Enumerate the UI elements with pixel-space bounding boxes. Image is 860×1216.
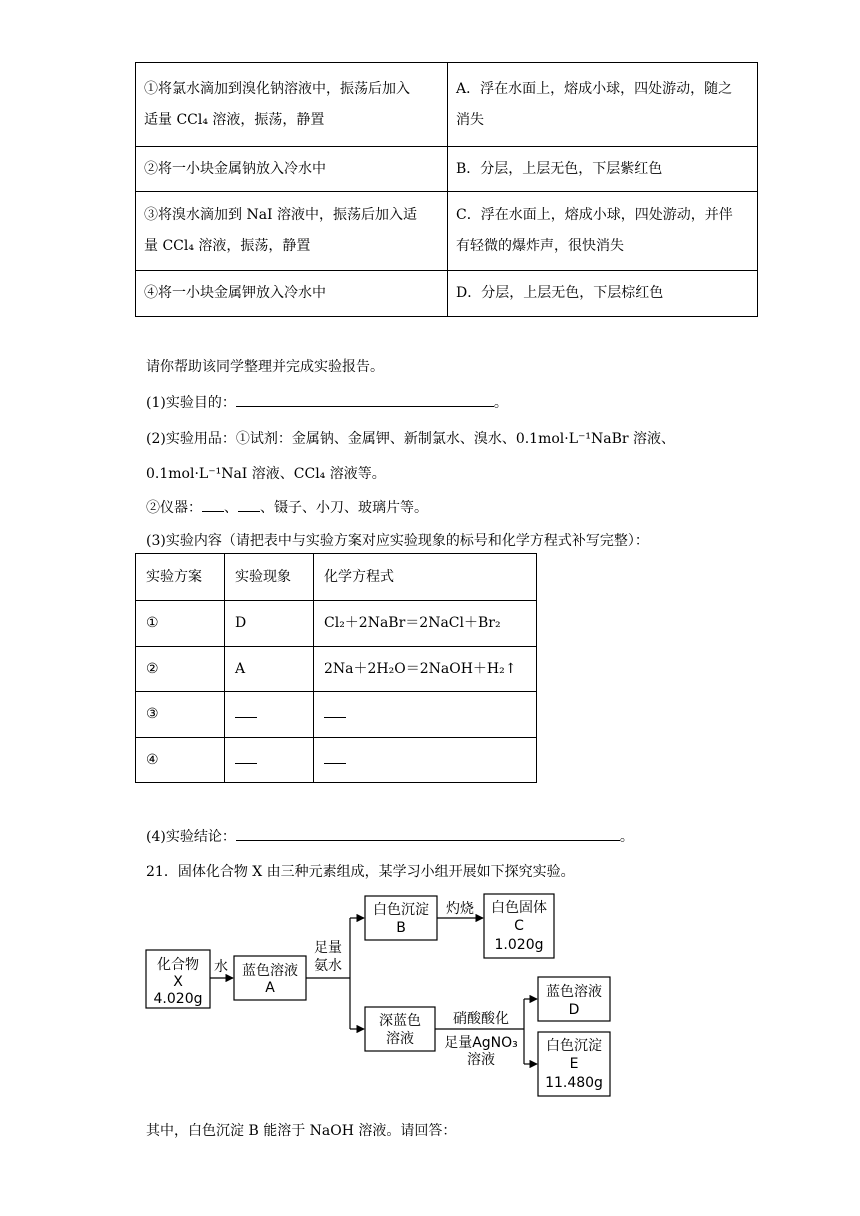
acid-label: 硝酸酸化 <box>453 1011 509 1027</box>
equation-cell: 2Na＋2H₂O＝2NaOH＋H₂↑ <box>314 647 537 692</box>
phenomenon-cell <box>448 147 758 192</box>
equation-cell <box>314 738 537 783</box>
phenomenon-cell <box>448 192 758 271</box>
phenomenon-cell <box>225 738 314 783</box>
x-label-2: X <box>173 974 183 990</box>
plan-cell: ③ <box>136 692 225 738</box>
phenomenon-cell <box>448 271 758 317</box>
deep-label-1: 深蓝色 <box>379 1013 421 1029</box>
experiment-flowchart <box>140 890 620 1105</box>
table-row <box>136 738 537 783</box>
ammonia-label-2: 氨水 <box>314 958 342 974</box>
cell-text: ②将一小块金属钠放入冷水中 <box>144 160 326 177</box>
answer-blank[interactable] <box>324 704 346 718</box>
experiment-report-table <box>135 553 537 783</box>
x-label-1: 化合物 <box>157 957 199 973</box>
table-row <box>136 692 537 738</box>
e-label-2: E <box>569 1056 579 1072</box>
a-label-1: 蓝色溶液 <box>242 963 298 979</box>
plan-cell: ① <box>136 601 225 647</box>
cell-text: A．浮在水面上，熔成小球，四处游动，随之 <box>456 80 733 97</box>
question-2-line-1: (2)实验用品：①试剂：金属钠、金属钾、新制氯水、溴水、0.1mol·L⁻¹NaBr 溶液、 <box>146 431 676 447</box>
equation-cell <box>314 692 537 738</box>
table-row <box>136 63 758 147</box>
x-mass: 4.020g <box>153 991 203 1007</box>
answer-blank[interactable] <box>236 827 620 841</box>
cell-text: C．浮在水面上，熔成小球，四处游动，并伴 <box>456 207 733 223</box>
cell-text: 消失 <box>456 111 484 128</box>
question-2-line-2: 0.1mol·L⁻¹NaI 溶液、CCl₄ 溶液等。 <box>146 466 386 482</box>
agno3-label-2: 溶液 <box>467 1052 495 1068</box>
plan-cell <box>136 63 448 147</box>
d-label-1: 蓝色溶液 <box>546 984 602 1000</box>
header-cell: 实验现象 <box>225 554 314 601</box>
a-label-2: A <box>265 980 275 996</box>
question-2-instruments <box>146 497 428 517</box>
phenomenon-cell <box>448 63 758 147</box>
e-mass: 11.480g <box>545 1075 603 1091</box>
deep-label-2: 溶液 <box>386 1031 414 1047</box>
answer-blank[interactable] <box>324 750 346 764</box>
c-label-2: C <box>514 918 524 934</box>
ammonia-label-1: 足量 <box>314 940 342 956</box>
table-row <box>136 271 758 317</box>
answer-blank[interactable] <box>202 498 224 512</box>
answer-blank[interactable] <box>238 498 260 512</box>
answer-blank[interactable] <box>236 393 494 407</box>
table-header-row <box>136 554 537 601</box>
table-row <box>136 601 537 647</box>
q1-label: (1)实验目的： <box>146 395 236 411</box>
instr-sep: 、 <box>224 500 238 516</box>
c-mass: 1.020g <box>494 937 544 953</box>
cell-text: B．分层，上层无色，下层紫红色 <box>456 160 663 177</box>
table-row <box>136 147 758 192</box>
question-1 <box>146 392 508 412</box>
b-label-2: B <box>396 920 406 936</box>
q1-end: 。 <box>493 395 508 411</box>
question-21: 21．固体化合物 X 由三种元素组成，某学习小组开展如下探究实验。 <box>146 864 575 880</box>
plan-cell <box>136 271 448 317</box>
plan-cell <box>136 147 448 192</box>
burn-label: 灼烧 <box>446 901 474 917</box>
cell-text: 适量 CCl₄ 溶液，振荡，静置 <box>144 111 325 128</box>
cell-text: 有轻微的爆炸声，很快消失 <box>456 238 624 254</box>
table-row <box>136 192 758 271</box>
q4-label: (4)实验结论： <box>146 829 236 845</box>
cell-text: D．分层，上层无色，下层棕红色 <box>456 285 664 301</box>
plan-cell: ④ <box>136 738 225 783</box>
header-cell: 实验方案 <box>136 554 225 601</box>
cell-text: 量 CCl₄ 溶液，振荡，静置 <box>144 238 311 254</box>
instr-label: ②仪器： <box>146 500 202 516</box>
e-label-1: 白色沉淀 <box>546 1038 602 1054</box>
answer-blank[interactable] <box>235 750 257 764</box>
agno3-label-1: 足量AgNO₃ <box>444 1035 518 1051</box>
c-label-1: 白色固体 <box>491 900 547 916</box>
phenomenon-cell: D <box>225 601 314 647</box>
cell-text: ③将溴水滴加到 NaI 溶液中，振荡后加入适 <box>144 207 418 223</box>
table-row <box>136 647 537 692</box>
plan-cell <box>136 192 448 271</box>
instr-rest: 、镊子、小刀、玻璃片等。 <box>260 500 428 516</box>
question-3: (3)实验内容（请把表中与实验方案对应实验现象的标号和化学方程式补写完整）： <box>146 533 649 549</box>
question-4 <box>146 826 634 846</box>
answer-blank[interactable] <box>235 704 257 718</box>
water-label: 水 <box>214 959 228 975</box>
plan-cell: ② <box>136 647 225 692</box>
phenomenon-cell: A <box>225 647 314 692</box>
header-cell: 化学方程式 <box>314 554 537 601</box>
cell-text: ①将氯水滴加到溴化钠溶液中，振荡后加入 <box>144 80 410 97</box>
phenomenon-cell <box>225 692 314 738</box>
q4-end: 。 <box>619 829 634 845</box>
intro-text: 请你帮助该同学整理并完成实验报告。 <box>146 359 384 375</box>
footer-text: 其中，白色沉淀 B 能溶于 NaOH 溶液。请回答： <box>146 1123 457 1139</box>
equation-cell: Cl₂＋2NaBr＝2NaCl＋Br₂ <box>314 601 537 647</box>
d-label-2: D <box>568 1002 580 1018</box>
b-label-1: 白色沉淀 <box>373 902 429 918</box>
cell-text: ④将一小块金属钾放入冷水中 <box>144 285 326 301</box>
experiment-options-table <box>135 62 758 317</box>
